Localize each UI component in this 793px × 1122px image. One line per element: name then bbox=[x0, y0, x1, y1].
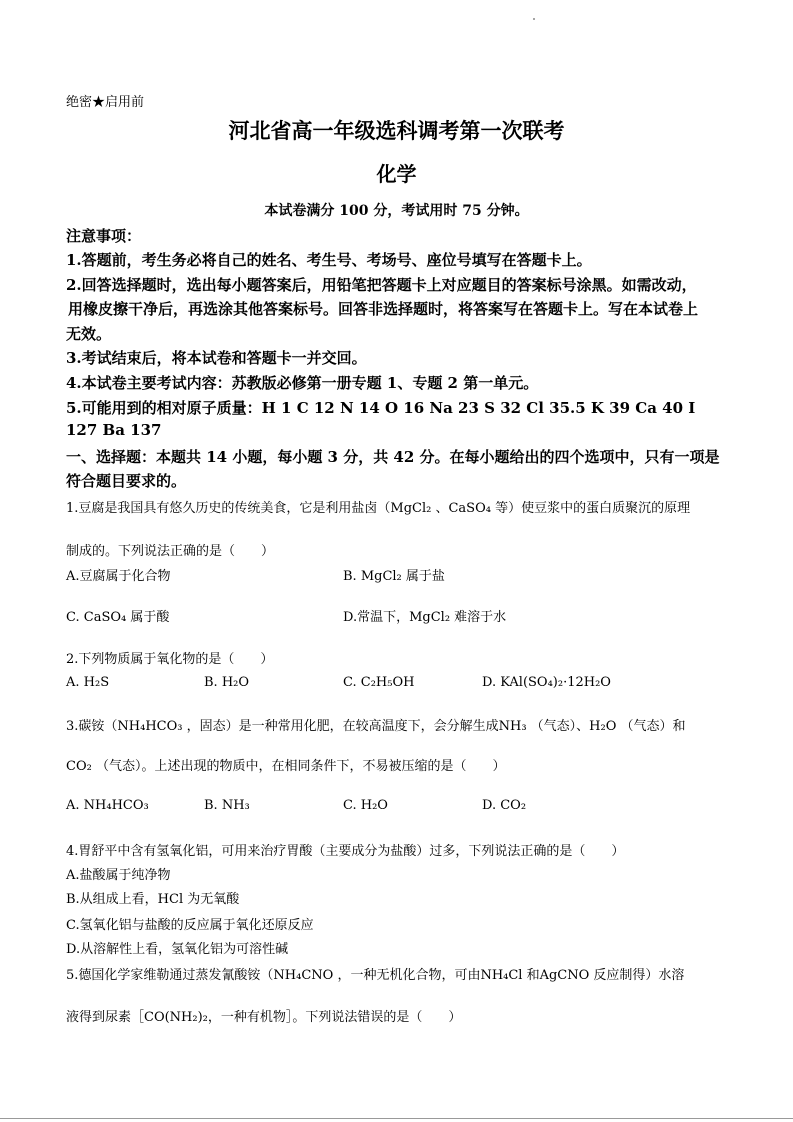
q2-option-d: D. KAl(SO₄)₂·12H₂O bbox=[482, 675, 611, 690]
section-1-heading-cont: 符合题目要求的。 bbox=[66, 472, 187, 490]
q2-stem: 2.下列物质属于氧化物的是（ ） bbox=[66, 652, 274, 667]
q3-stem-line-2: CO₂ （气态）。上述出现的物质中，在相同条件下，不易被压缩的是（ ） bbox=[66, 759, 506, 774]
q1-stem-line-1: 1.豆腐是我国具有悠久历史的传统美食，它是利用盐卤（MgCl₂ 、CaSO₄ 等）使豆浆中的蛋白质聚沉的原理 bbox=[66, 501, 691, 516]
exam-title: 河北省高一年级选科调考第一次联考 bbox=[228, 119, 565, 143]
note-2-line-3: 无效。 bbox=[66, 325, 112, 343]
note-5-line-2: 127 Ba 137 bbox=[66, 421, 162, 439]
note-1: 1.答题前，考生务必将自己的姓名、考生号、考场号、座位号填写在答题卡上。 bbox=[66, 251, 592, 269]
page-bottom-rule bbox=[0, 1118, 793, 1119]
confidential-label: 绝密★启用前 bbox=[66, 95, 145, 110]
q1-stem-line-2: 制成的。下列说法正确的是（ ） bbox=[66, 544, 275, 559]
q3-option-d: D. CO₂ bbox=[482, 798, 527, 813]
q1-option-c: C. CaSO₄ 属于酸 bbox=[66, 610, 170, 625]
note-4: 4.本试卷主要考试内容：苏教版必修第一册专题 1、专题 2 第一单元。 bbox=[66, 374, 539, 392]
q2-option-c: C. C₂H₅OH bbox=[343, 675, 415, 690]
q1-option-d: D.常温下，MgCl₂ 难溶于水 bbox=[343, 610, 507, 625]
q2-option-b: B. H₂O bbox=[204, 675, 250, 690]
note-3: 3.考试结束后，将本试卷和答题卡一并交回。 bbox=[66, 349, 367, 367]
q4-option-c: C.氢氧化铝与盐酸的反应属于氧化还原反应 bbox=[66, 918, 314, 933]
score-info: 本试卷满分 100 分，考试用时 75 分钟。 bbox=[264, 203, 529, 219]
q3-option-c: C. H₂O bbox=[343, 798, 388, 813]
q5-stem-line-1: 5.德国化学家维勒通过蒸发氰酸铵（NH₄CNO ，一种无机化合物，可由NH₄Cl 和AgCNO 反应制得）水溶 bbox=[66, 968, 685, 983]
q5-stem-line-2: 液得到尿素［CO(NH₂)₂，一种有机物］。下列说法错误的是（ ） bbox=[66, 1010, 462, 1025]
note-2-line-2: 用橡皮擦干净后，再选涂其他答案标号。回答非选择题时，将答案写在答题卡上。写在本试卷上 bbox=[68, 300, 699, 318]
q2-option-a: A. H₂S bbox=[66, 675, 110, 690]
q1-option-b: B. MgCl₂ 属于盐 bbox=[343, 569, 445, 584]
q4-option-a: A.盐酸属于纯净物 bbox=[66, 868, 171, 883]
q4-option-d: D.从溶解性上看，氢氧化铝为可溶性碱 bbox=[66, 942, 289, 957]
subject-title: 化学 bbox=[376, 162, 417, 186]
notes-heading: 注意事项： bbox=[66, 227, 142, 245]
q3-stem-line-1: 3.碳铵（NH₄HCO₃ ，固态）是一种常用化肥，在较高温度下，会分解生成NH₃ （气态）、H₂O （气态）和 bbox=[66, 719, 686, 734]
q3-option-b: B. NH₃ bbox=[204, 798, 250, 813]
q4-option-b: B.从组成上看，HCl 为无氧酸 bbox=[66, 892, 240, 907]
q4-stem: 4.胃舒平中含有氢氧化铝，可用来治疗胃酸（主要成分为盐酸）过多，下列说法正确的是（ ） bbox=[66, 844, 625, 859]
note-2-line-1: 2.回答选择题时，选出每小题答案后，用铅笔把答题卡上对应题目的答案标号涂黑。如需改动， bbox=[66, 276, 697, 294]
note-5-line-1: 5.可能用到的相对原子质量：H 1 C 12 N 14 O 16 Na 23 S 32 Cl 35.5 K 39 Ca 40 I bbox=[66, 399, 696, 417]
scan-dot bbox=[533, 18, 535, 20]
section-1-heading: 一、选择题：本题共 14 小题，每小题 3 分，共 42 分。在每小题给出的四个选项中，只有一项是 bbox=[66, 448, 720, 466]
q1-option-a: A.豆腐属于化合物 bbox=[66, 569, 171, 584]
q3-option-a: A. NH₄HCO₃ bbox=[66, 798, 149, 813]
